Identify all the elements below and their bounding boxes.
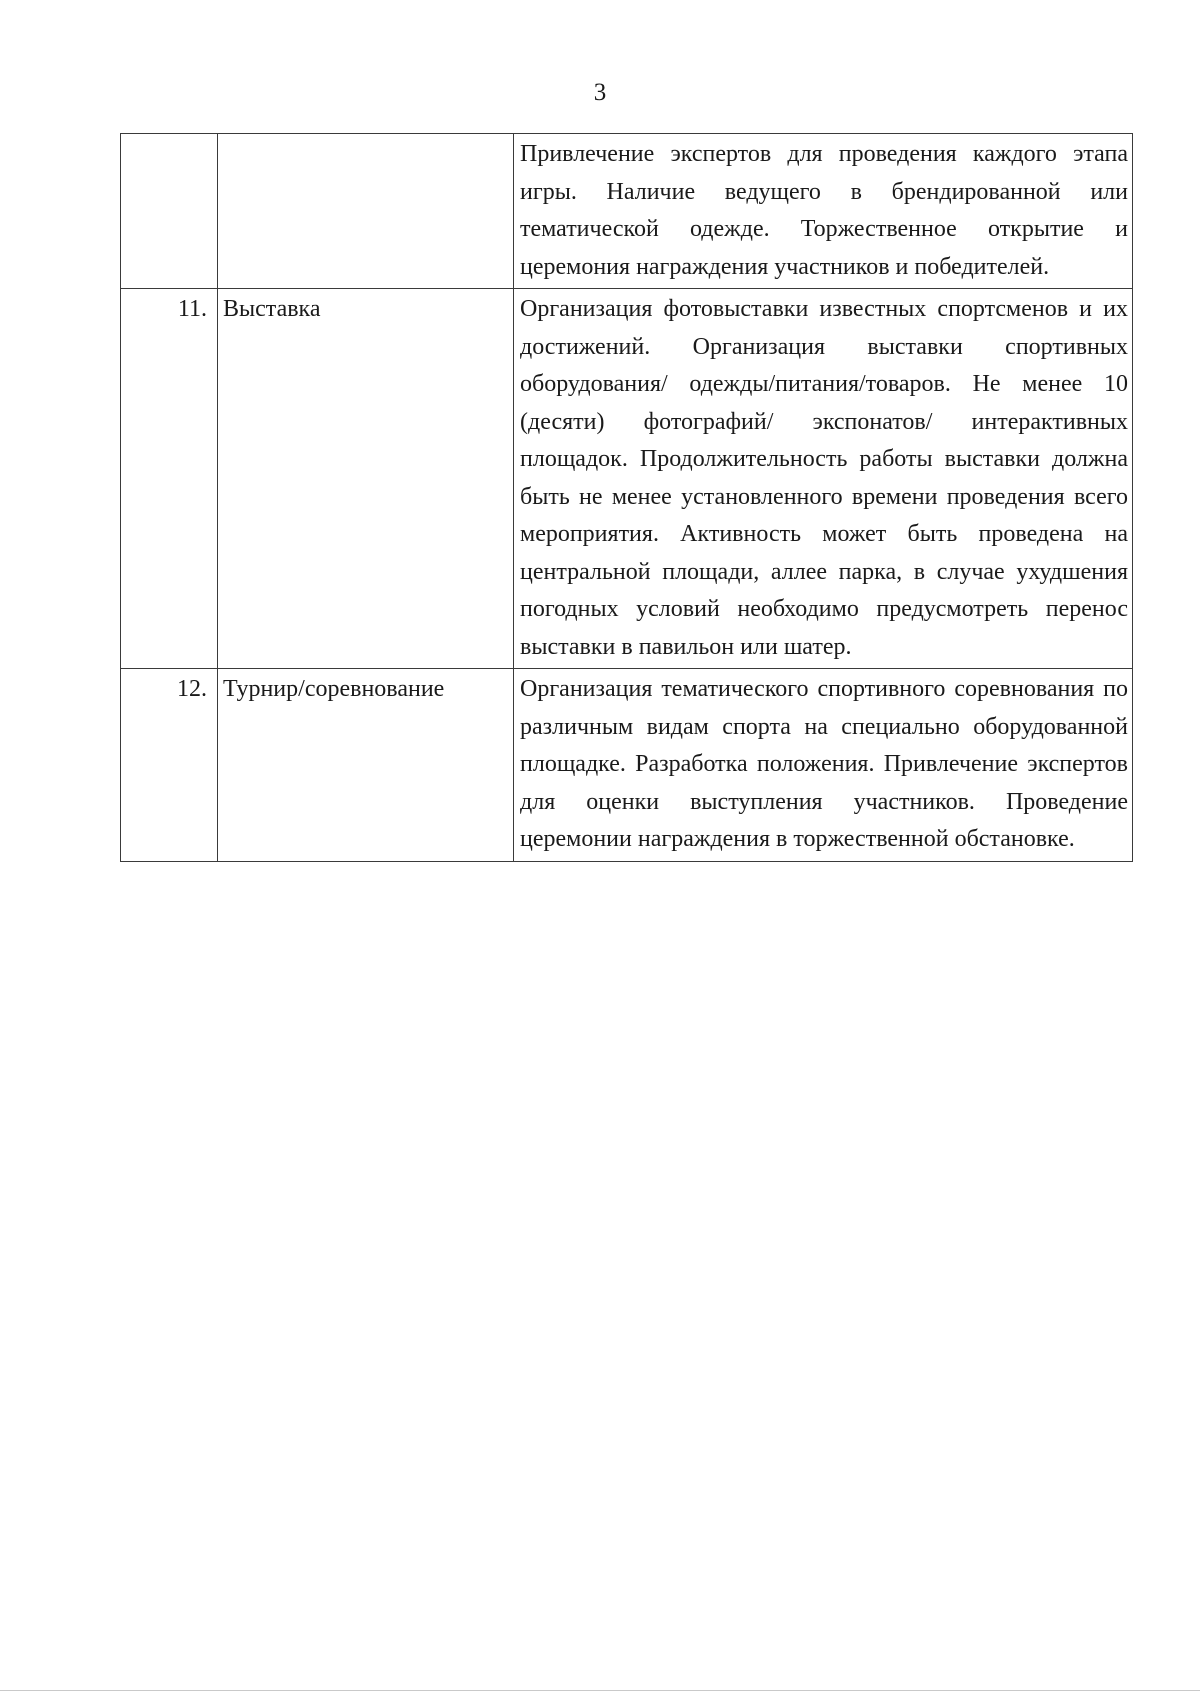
activity-name: Выставка <box>218 289 514 669</box>
row-number <box>121 134 218 289</box>
activity-description: Привлечение экспертов для проведения каждого этапа игры. Наличие ведущего в брендированной или тематической одежде. Торжественное открытие и церемония награждения участников и победителей. <box>514 134 1133 289</box>
activity-description: Организация тематического спортивного соревнования по различным видам спорта на специально оборудованной площадке. Разработка положения. Привлечение экспертов для оценки выступления участников. Проведение церемонии награждения в торжественной обстановке. <box>514 669 1133 862</box>
activity-name: Турнир/соревнование <box>218 669 514 862</box>
activity-description: Организация фотовыставки известных спортсменов и их достижений. Организация выставки спортивных оборудования/ одежды/питания/товаров. Не менее 10 (десяти) фотографий/ экспонатов/ интерактивных площадок. Продолжительность работы выставки должна быть не менее установленного времени проведения всего мероприятия. Активность может быть проведена на центральной площади, аллее парка, в случае ухудшения погодных условий необходимо предусмотреть перенос выставки в павильон или шатер. <box>514 289 1133 669</box>
table-row <box>121 134 1133 289</box>
activities-table <box>120 133 1133 862</box>
page-bottom-edge <box>0 1690 1200 1691</box>
row-number: 12. <box>121 669 218 862</box>
page-number: 3 <box>593 79 607 106</box>
table-row <box>121 669 1133 862</box>
row-number: 11. <box>121 289 218 669</box>
activity-name <box>218 134 514 289</box>
table-row <box>121 289 1133 669</box>
